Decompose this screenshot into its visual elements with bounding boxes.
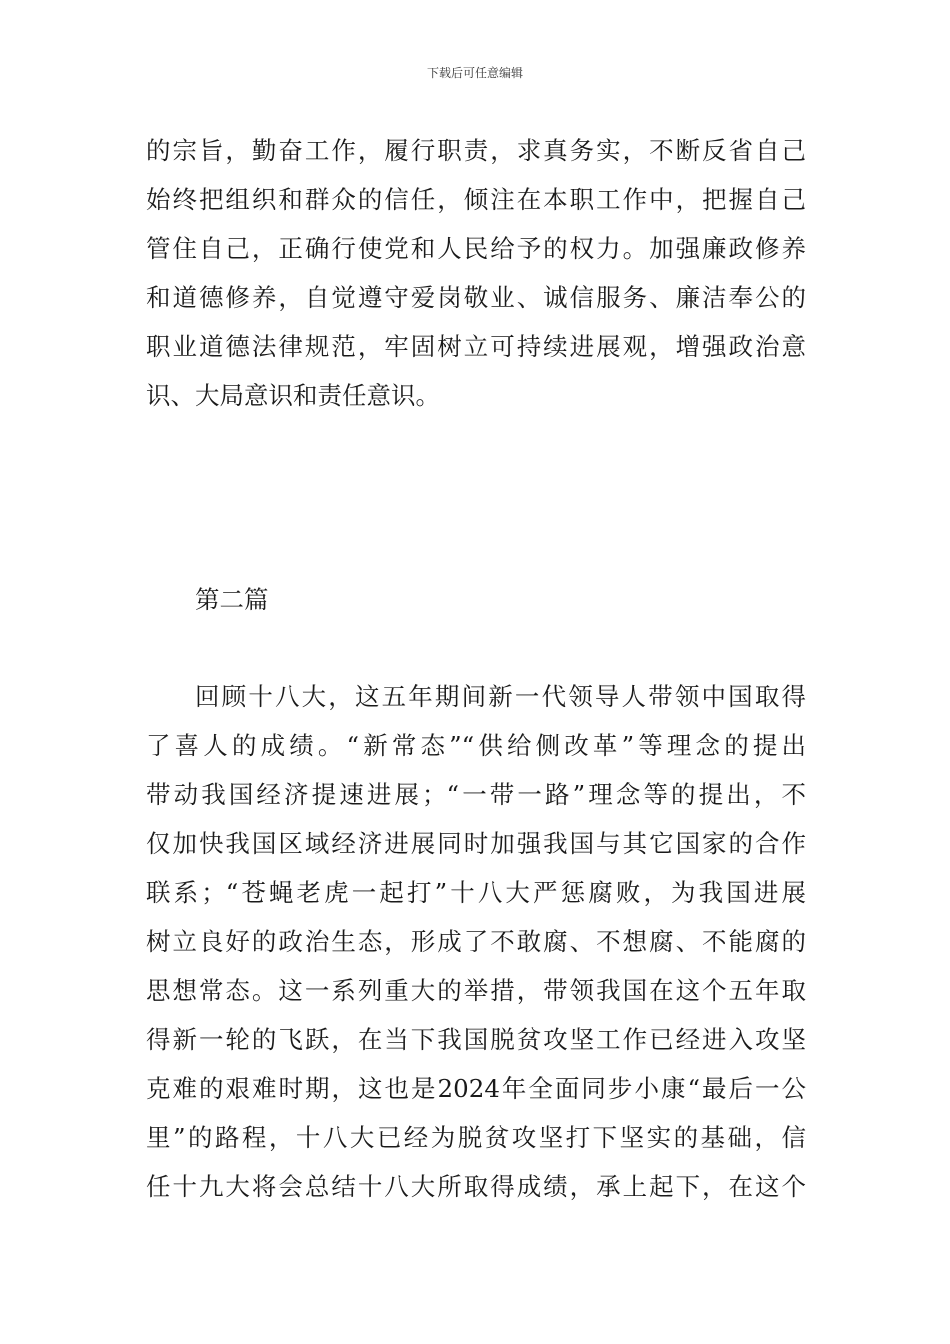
text-line: 仅加快我国区域经济进展同时加强我国与其它国家的合作 [146,829,806,858]
text-line: 带动我国经济提速进展；“一带一路”理念等的提出，不 [146,780,806,809]
page-header: 下载后可任意编辑 [426,66,523,80]
text-line: 识、大局意识和责任意识。 [146,381,440,410]
text-line: 克难的艰难时期，这也是2024年全面同步小康“最后一公 [146,1074,806,1103]
text-line: 了喜人的成绩。“新常态”“供给侧改革”等理念的提出 [146,731,806,760]
section-title: 第二篇 [195,585,269,614]
section-heading [146,575,806,624]
text-line: 和道德修养，自觉遵守爱岗敬业、诚信服务、廉洁奉公的 [146,283,806,312]
text-line: 树立良好的政治生态，形成了不敢腐、不想腐、不能腐的 [146,927,806,956]
text-line: 回顾十八大，这五年期间新一代领导人带领中国取得 [195,682,806,711]
text-line: 职业道德法律规范，牢固树立可持续进展观，增强政治意 [146,332,806,361]
text-line: 的宗旨，勤奋工作，履行职责，求真务实，不断反省自己 [146,136,806,165]
text-line: 始终把组织和群众的信任，倾注在本职工作中，把握自己 [146,185,806,214]
text-line: 联系；“苍蝇老虎一起打”十八大严惩腐败，为我国进展 [146,878,806,907]
text-line: 得新一轮的飞跃，在当下我国脱贫攻坚工作已经进入攻坚 [146,1025,806,1054]
paragraph-2 [146,672,806,1211]
text-line: 里”的路程，十八大已经为脱贫攻坚打下坚实的基础，信 [146,1123,806,1152]
text-line: 思想常态。这一系列重大的举措，带领我国在这个五年取 [146,976,806,1005]
text-line: 任十九大将会总结十八大所取得成绩，承上起下，在这个 [146,1172,806,1201]
text-line: 管住自己，正确行使党和人民给予的权力。加强廉政修养 [146,234,806,263]
paragraph-1 [146,126,806,420]
